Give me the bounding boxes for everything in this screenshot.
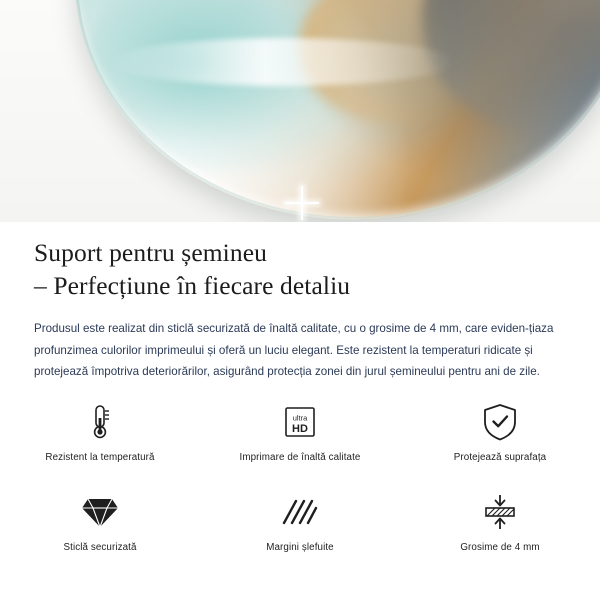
- headline-line-1: Suport pentru șemineu: [34, 238, 267, 267]
- feature-label: Imprimare de înaltă calitate: [239, 452, 361, 463]
- feature-item-polished-edges: [200, 490, 400, 560]
- feature-label: Protejează suprafața: [453, 452, 547, 463]
- headline-line-2: – Perfecțiune în fiecare detaliu: [34, 271, 351, 300]
- thermometer-icon: [85, 400, 115, 444]
- ultra-hd-icon: [280, 400, 320, 444]
- thickness-icon: [480, 490, 520, 534]
- diamond-icon: [80, 490, 120, 534]
- feature-label: Grosime de 4 mm: [460, 542, 540, 553]
- feature-item-temperature: [0, 400, 200, 470]
- page-title: [0, 222, 600, 302]
- feature-label: Margini șlefuite: [266, 542, 334, 553]
- feature-label: Rezistent la temperatură: [45, 452, 155, 463]
- shield-check-icon: [481, 400, 519, 444]
- feature-item-surface-protection: [400, 400, 600, 470]
- body-paragraph: Produsul este realizat din sticlă securizată de înaltă calitate, cu o grosime de 4 mm, care eviden-țiaza profunzimea culorilor imprimeului și oferă un luciu elegant. Este rezistent la temperaturi ridicate și protejează împotriva deteriorărilor, asigurând protecția zonei din jurul șemineului pentru ani de zile.: [34, 322, 554, 378]
- text-content: [0, 222, 600, 383]
- feature-grid: [0, 400, 600, 560]
- feature-item-print-quality: [200, 400, 400, 470]
- feature-label: Sticlă securizată: [63, 542, 137, 553]
- feature-item-tempered-glass: [0, 490, 200, 560]
- hero-image: [0, 0, 600, 222]
- polished-edges-icon: [280, 490, 320, 534]
- feature-item-thickness: [400, 490, 600, 560]
- svg-text:ultra: ultra: [292, 413, 308, 423]
- svg-text:HD: HD: [292, 423, 308, 435]
